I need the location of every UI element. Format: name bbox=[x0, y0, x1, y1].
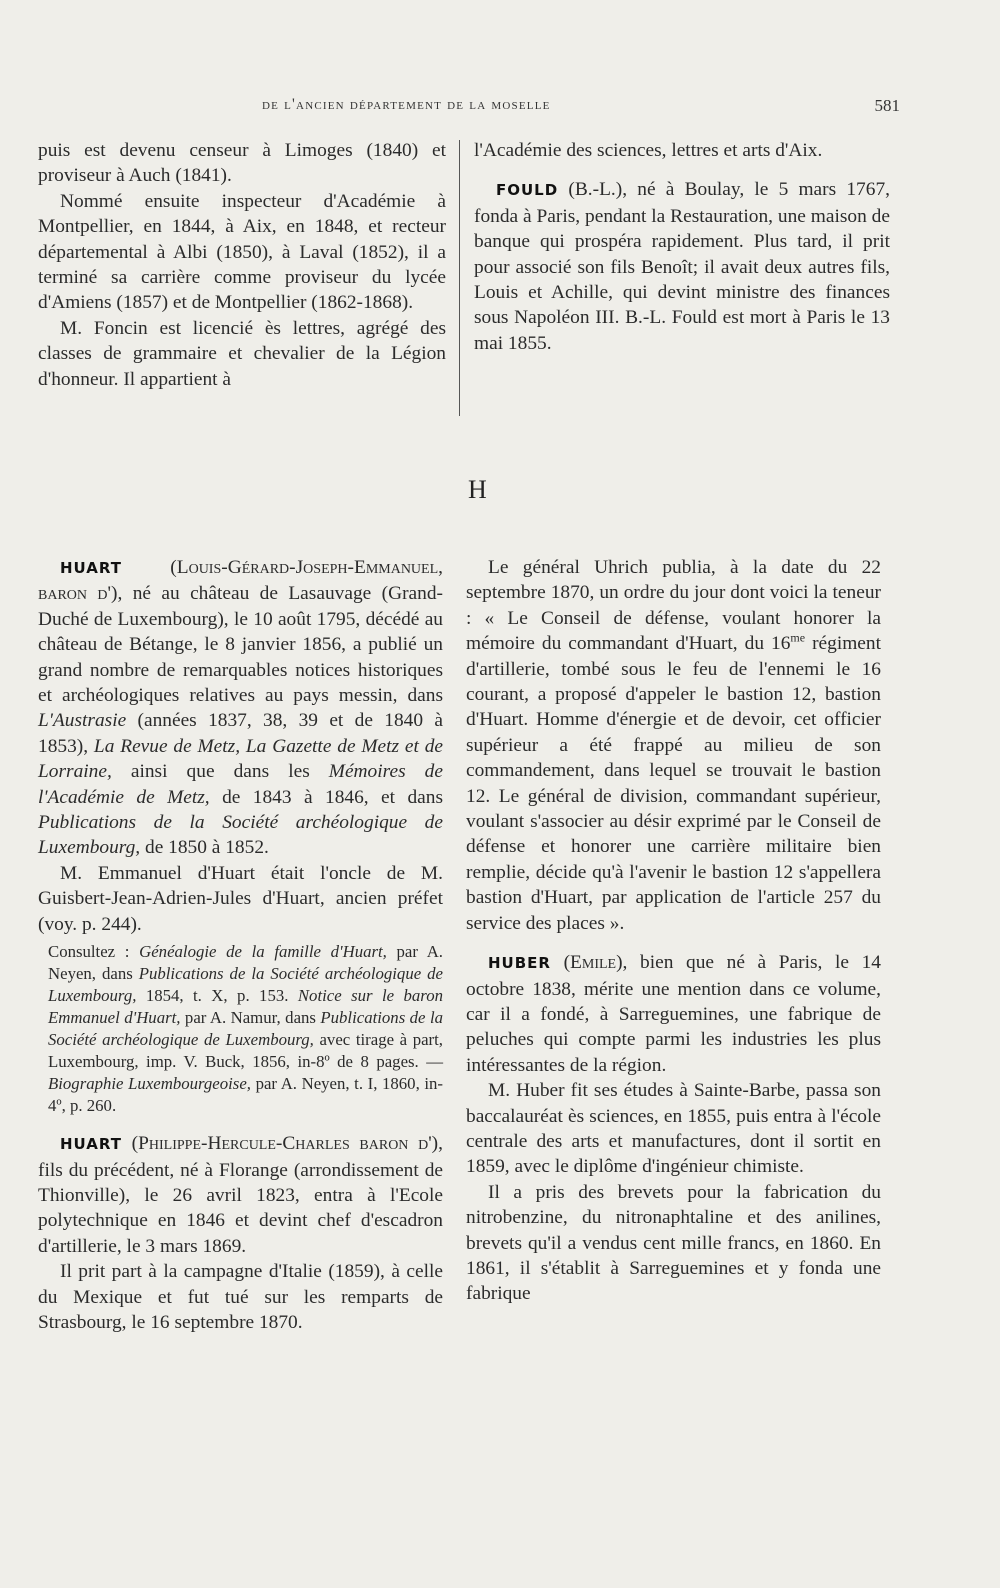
note-text bbox=[38, 941, 443, 1117]
running-title: de l'ancien département de la moselle bbox=[262, 96, 551, 113]
note-text: par A. Namur, dans bbox=[180, 1008, 321, 1028]
paragraph-text: régiment d'artillerie, tombé sous le feu de l'ennemi le 16 courant, a proposé d'appeler le bastion 12, bastion d'Huart. Homme d'énergie et de devoir, cet officier supérieur a été frappé au milieu de son commandement, dans lequel se trouvait le bastion 12. Le général de division, commandant supérieur, voulant s'associer au désir exprimé par le Conseil de défense et honorer une carrière militaire bien remplie, décide qu'à l'avenir le bastion 12 s'appellera bastion d'Huart, par application de l'article 257 du service des places ». bbox=[466, 633, 881, 934]
left-column-top bbox=[38, 138, 446, 392]
superscript: me bbox=[790, 630, 806, 645]
left-column-bottom bbox=[38, 555, 443, 1335]
paragraph: Nommé ensuite inspecteur d'Académie à Montpellier, en 1844, à Aix, en 1848, et recteur départemental à Albi (1850), à Laval (1852), il a terminé sa carrière comme proviseur du lycée d'Amiens (1857) et de Montpellier (1862-1868). bbox=[38, 190, 446, 314]
right-column-top bbox=[474, 138, 890, 356]
entry-huart-philippe bbox=[38, 1131, 443, 1259]
entry-name: HUART bbox=[60, 559, 122, 577]
paragraph: M. Huber fit ses études à Sainte-Barbe, passa son baccalauréat ès sciences, en 1855, puis entra à l'école centrale des arts et manufactures, dont il sortit en 1859, avec le diplôme d'ingénieur chimiste. bbox=[466, 1080, 881, 1178]
entry-text: né au château de Lasauvage (Grand-Duché de Luxembourg), le 10 août 1795, décédé au château de Bétange, le 8 janvier 1856, a publié un grand nombre de remarquables notices historiques et archéologiques relatives au pays messin, dans bbox=[38, 583, 443, 707]
note-text: 1854, t. X, p. 153. bbox=[136, 986, 298, 1006]
note-lead: Consultez : bbox=[48, 942, 140, 962]
paragraph: M. Foncin est licencié ès lettres, agrégé des classes de grammaire et chevalier de la Légion d'honneur. Il appartient à bbox=[38, 317, 446, 390]
entry-text: de 1850 à 1852. bbox=[140, 837, 269, 859]
entry-huart-louis bbox=[38, 555, 443, 861]
right-column-bottom bbox=[466, 555, 881, 1307]
entry-fullname: (Louis-Gérard-Joseph-Emmanuel, baron d'), bbox=[38, 557, 443, 605]
entry-huber bbox=[466, 950, 881, 1078]
paragraph: Il a pris des brevets pour la fabrication du nitrobenzine, du nitronaphtaline et des anilines, brevets qu'il a vendus cent mille francs, en 1860. En 1861, il s'établit à Sarreguemines et y fonda une fabrique bbox=[466, 1181, 881, 1305]
paragraph: l'Académie des sciences, lettres et arts d'Aix. bbox=[474, 140, 823, 161]
paragraph-text: Le général Uhrich publia, à la date du 22 septembre 1870, un ordre du jour dont voici la teneur : « Le Conseil de défense, voulant honorer la mémoire du commandant d'Huart, du 16 bbox=[466, 557, 881, 655]
title-reference: Généalogie de la famille d'Huart, bbox=[139, 942, 387, 962]
entry-text: (années 1837, 38, 39 et de 1840 à 1853), bbox=[38, 710, 443, 757]
entry-text: de 1843 à 1846, et dans bbox=[209, 786, 443, 808]
note-text: par A. Neyen, t. I, 1860, in-4º, p. 260. bbox=[48, 1074, 444, 1116]
note-text: avec tirage à part, Luxembourg, imp. V. Buck, 1856, in-8º de 8 pages. — bbox=[48, 1030, 443, 1072]
page-number: 581 bbox=[874, 96, 900, 115]
entry-text: (B.-L.), né à Boulay, le 5 mars 1767, fonda à Paris, pendant la Restauration, une maison de banque qui prospéra rapidement. Plus tard, il prit pour associé son fils Benoît; il avait deux autres fils, Louis et Achille, qui devint ministre des finances sous Napoléon III. B.-L. Fould est mort à Paris le 13 mai 1855. bbox=[474, 179, 890, 354]
paragraph: Il prit part à la campagne d'Italie (1859), à celle du Mexique et fut tué sur les remparts de Strasbourg, le 16 septembre 1870. bbox=[38, 1261, 443, 1333]
title-reference: Notice sur le baron Emmanuel d'Huart, bbox=[48, 986, 443, 1028]
paragraph: puis est devenu censeur à Limoges (1840) et proviseur à Auch (1841). bbox=[38, 140, 446, 187]
bibliography-note bbox=[38, 941, 443, 1117]
paragraph: M. Emmanuel d'Huart était l'oncle de M. Guisbert-Jean-Adrien-Jules d'Huart, ancien préfet (voy. p. 244). bbox=[38, 862, 443, 935]
title-reference: Mémoires de l'Académie de Metz, bbox=[38, 761, 443, 808]
entry-fullname: (Emile), bbox=[550, 952, 628, 974]
title-reference: La Revue de Metz, La Gazette de Metz et de Lorraine, bbox=[38, 735, 444, 783]
title-reference: Biographie Luxembourgeoise, bbox=[48, 1074, 251, 1094]
section-letter-heading: H bbox=[468, 475, 487, 504]
note-text: par A. Neyen, dans bbox=[48, 942, 444, 984]
entry-text: ainsi que dans les bbox=[111, 761, 329, 783]
title-reference: Publications de la Société archéologique de Luxembourg, bbox=[48, 1008, 443, 1050]
title-reference: Publications de la Société archéologique de Luxembourg, bbox=[38, 812, 443, 859]
title-reference: Publications de la Société archéologique de Luxembourg, bbox=[48, 964, 443, 1006]
running-header bbox=[0, 96, 1000, 120]
title-reference: L'Austrasie bbox=[38, 710, 127, 732]
entry-text: bien que né à Paris, le 14 octobre 1838, mérite une mention dans ce volume, car il a fondé, à Sarreguemines, une fabrique de peluches qui compte parmi les industries les plus intéressantes de la région. bbox=[466, 952, 881, 1076]
entry-fullname: (Philippe-Hercule-Charles baron d'), bbox=[122, 1133, 443, 1155]
entry-name: HUART bbox=[60, 1135, 122, 1154]
paragraph bbox=[466, 555, 881, 936]
entry-fould bbox=[474, 177, 890, 356]
entry-name: HUBER bbox=[488, 954, 551, 973]
column-divider bbox=[459, 140, 460, 416]
entry-name: FOULD bbox=[496, 181, 559, 200]
entry-text: fils du précédent, né à Florange (arrondissement de Thionville), le 26 avril 1823, entra à l'Ecole polytechnique en 1846 et devint chef d'escadron d'artillerie, le 3 mars 1869. bbox=[38, 1159, 443, 1257]
